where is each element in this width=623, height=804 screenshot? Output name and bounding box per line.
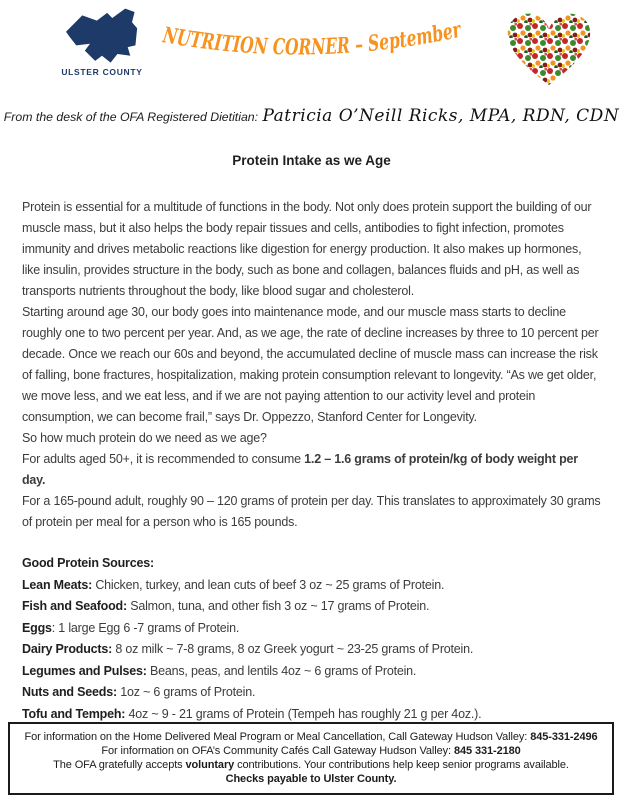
- article-body: [22, 197, 602, 533]
- item-label: Tofu and Tempeh:: [22, 706, 126, 721]
- header: [0, 0, 623, 96]
- footer-text: contributions. Your contributions help keep senior programs available.: [234, 759, 569, 771]
- footer-info-box: [8, 722, 614, 795]
- footer-text: The OFA gratefully accepts: [53, 759, 186, 771]
- footer-line-home-delivered: [14, 730, 608, 744]
- item-label: Fish and Seafood:: [22, 599, 127, 613]
- paragraph-question: So how much protein do we need as we age?: [22, 431, 267, 445]
- vegetable-heart-icon: [502, 8, 596, 93]
- paragraph-muscle-decline: Starting around age 30, our body goes into maintenance mode, and our muscle mass starts to decline roughly one to two percent per year. And, as we age, the rate of decline increases by three to 10 percent per decade. Once we reach our 60s and beyond, the accumulated decline of muscle mass can increase the risk of falling, bone fractures, hospitalization, making protein consumption relevant to longevity. “As we get older, we move less, and we eat less, and if we are not paying attention to our activity level and protein consumption, we can become frail,” says Dr. Oppezzo, Stanford Center for Longevity.: [22, 305, 599, 424]
- paragraph-recommendation: [22, 449, 602, 491]
- list-item-fish-seafood: [22, 596, 602, 618]
- footer-line-community-cafes: [14, 744, 608, 758]
- ulster-county-logo: [52, 6, 152, 77]
- item-text: 8 oz milk ~ 7-8 grams, 8 oz Greek yogurt ~ 23-25 grams of Protein.: [112, 642, 474, 656]
- newsletter-title-wrap: [158, 20, 472, 76]
- footer-line-contributions: [14, 758, 608, 772]
- item-text: 1oz ~ 6 grams of Protein.: [116, 685, 256, 699]
- phone-number-meal-program: 845-331-2496: [530, 731, 598, 743]
- list-item-lean-meats: [22, 575, 602, 597]
- list-item-eggs: [22, 618, 602, 640]
- sources-heading: Good Protein Sources:: [22, 556, 154, 570]
- list-item-legumes: [22, 661, 602, 683]
- protein-sources-section: [22, 553, 602, 725]
- voluntary-emphasis: voluntary: [185, 759, 235, 771]
- paragraph-example: For a 165-pound adult, roughly 90 – 120 grams of protein per day. This translates to approximately 30 grams of protein per meal for a person who is 165 pounds.: [22, 494, 601, 529]
- list-item-nuts-seeds: [22, 682, 602, 704]
- paragraph-protein-functions: Protein is essential for a multitude of functions in the body. Not only does protein support the building of our muscle mass, but it also helps the body repair tissues and cells, antibodies to fight infection, promotes immunity and drives metabolic reactions like digestion for energy production. It also makes up hormones, like insulin, provides structure in the body, such as bone and collagen, balances fluids and pH, as well as transports nutrients throughout the body, like blood sugar and cholesterol.: [22, 200, 592, 298]
- footer-line-checks-payable: Checks payable to Ulster County.: [225, 773, 397, 785]
- footer-text: For information on OFA’s Community Cafés Call Gateway Hudson Valley:: [101, 745, 454, 757]
- ulster-county-map-icon: [52, 6, 152, 66]
- item-text: Salmon, tuna, and other fish 3 oz ~ 17 grams of Protein.: [126, 599, 430, 613]
- footer-text: For information on the Home Delivered Meal Program or Meal Cancellation, Call Gateway Hudson Valley:: [24, 731, 531, 743]
- phone-number-cafes: 845 331-2180: [453, 745, 521, 757]
- item-label: Legumes and Pulses:: [22, 663, 147, 678]
- item-text: Beans, peas, and lentils 4oz ~ 6 grams of Protein.: [146, 663, 417, 678]
- newsletter-title: NUTRITION CORNER – September: [160, 20, 467, 61]
- item-label: Nuts and Seeds:: [22, 685, 117, 699]
- list-item-dairy: [22, 639, 602, 661]
- byline: [0, 106, 623, 126]
- item-text: 4oz ~ 9 - 21 grams of Protein (Tempeh has roughly 21 g per 4oz.).: [125, 706, 482, 721]
- item-text: : 1 large Egg 6 -7 grams of Protein.: [51, 620, 240, 635]
- dietitian-name: Patricia O’Neill Ricks, MPA, RDN, CDN: [262, 106, 620, 126]
- item-label: Lean Meats:: [22, 577, 93, 592]
- recommendation-lead: For adults aged 50+, it is recommended to consume: [22, 452, 305, 466]
- recommendation-amount: 1.2 – 1.6 grams of protein/kg of body weight per day.: [22, 452, 578, 487]
- article-heading: Protein Intake as we Age: [232, 153, 391, 168]
- item-text: Chicken, turkey, and lean cuts of beef 3 oz ~ 25 grams of Protein.: [92, 577, 445, 592]
- item-label: Eggs: [22, 620, 52, 635]
- logo-caption: ULSTER COUNTY: [61, 67, 143, 77]
- item-label: Dairy Products:: [22, 642, 113, 656]
- byline-prefix: From the desk of the OFA Registered Dietitian:: [3, 110, 259, 124]
